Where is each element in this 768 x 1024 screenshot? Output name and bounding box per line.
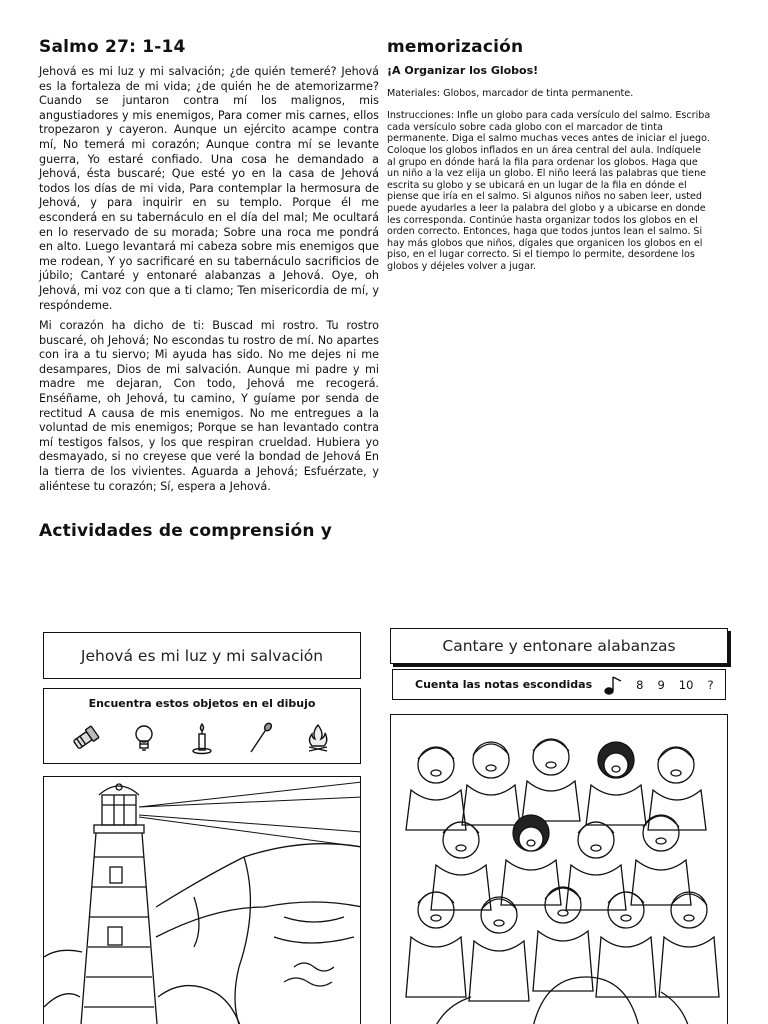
- light-activity-title: Jehová es mi luz y mi salvación: [80, 646, 324, 665]
- activity-subtitle: ¡A Organizar los Globos!: [387, 64, 539, 77]
- lightbulb-icon: [126, 720, 162, 756]
- find-objects-box: [43, 688, 361, 764]
- balloon-activity: [387, 65, 712, 284]
- psalm-text: [39, 65, 379, 500]
- psalm-title: Salmo 27: 1-14: [39, 37, 186, 57]
- psalm-paragraph-1: Jehová es mi luz y mi salvación; ¿de quién temeré? Jehová es la fortaleza de mi vida; ¿de quién he de atemorizarme? Cuando se juntaron contra mí los malignos, mis angustiadores y mis enemigos, Para comer mis carnes, ellos tropezaron y cayeron. Aunque un ejército acampe contra mí, No temerá mi corazón; Aunque contra mí se levante guerra, Yo estaré confiado. Una cosa he demandado a Jehová, ésta buscaré; Que esté yo en la casa de Jehová todos los días de mi vida, Para contemplar la hermosura de Jehová, y para inquirir en su templo. Porque él me esconderá en su tabernáculo en el día del mal; Me ocultará en lo reservado de su morada; Sobre una roca me pondrá en alto. Luego levantará mi cabeza sobre mis enemigos que me rodean, Y yo sacrificaré en su tabernáculo sacrificios de júbilo; Cantaré y entonaré alabanzas a Jehová. Oye, oh Jehová, mi voz con que a ti clamo; Ten misericordia de mí, y respóndeme.: [39, 65, 379, 312]
- candle-icon: [184, 720, 220, 756]
- count-notes-label: Cuenta las notas escondidas: [415, 678, 593, 691]
- note-option-10: 10: [678, 677, 694, 692]
- campfire-icon: [300, 720, 336, 756]
- lighthouse-picture: [43, 776, 361, 1024]
- note-count-options: [636, 678, 713, 692]
- materials-text: Materiales: Globos, marcador de tinta permanente.: [387, 87, 634, 99]
- praise-activity-title-box: [390, 628, 728, 664]
- light-activity-title-box: [43, 632, 361, 679]
- memorization-heading: memorización: [387, 37, 524, 57]
- instructions-text: Instrucciones: Infle un globo para cada versículo del salmo. Escriba cada versículo sobre cada globo con el marcador de tinta permanente. Diga el salmo muchas veces antes de iniciar el juego. Coloque los globos inflados en un área central del aula. Indíquele al grupo en dónde hará la fila para ordenar los globos. Haga que un niño a la vez elija un globo. El niño leerá las palabras que tiene escrita su globo y se ubicará en un lugar de la fila en dónde el piense que iría en el salmo. Si algunos niños no saben leer, usted puede ayudarles a leer la palabra del globo y a ubicarse en donde les corresponda. Continúe hasta organizar todos los globos en el orden correcto. Entonces, haga que todos juntos lean el salmo. Si hay más globos que niños, dígales que organicen los globos en el piso, en el lugar correcto. Si el tiempo lo permite, desordene los globos y déjeles volver a jugar.: [387, 110, 711, 272]
- choir-picture: [390, 714, 728, 1024]
- music-note-icon: [602, 674, 628, 696]
- lighthouse-drawing: [44, 777, 361, 1024]
- choir-drawing: [391, 715, 728, 1024]
- flashlight-icon: [68, 720, 104, 756]
- note-option-9: 9: [657, 677, 665, 692]
- note-option-question: ?: [707, 677, 714, 692]
- psalm-paragraph-2: Mi corazón ha dicho de ti: Buscad mi rostro. Tu rostro buscaré, oh Jehová; No escondas tu rostro de mí. No apartes con ira a tu siervo; Mi ayuda has sido. No me dejes ni me desampares, Dios de mi salvación. Aunque mi padre y mi madre me dejaran, Con todo, Jehová me recogerá. Enséñame, oh Jehová, tu camino, Y guíame por senda de rectitud A causa de mis enemigos. No me entregues a la voluntad de mis enemigos; Porque se han levantado contra mí testigos falsos, y los que respiran crueldad. Hubiera yo desmayado, si no creyese que veré la bondad de Jehová En la tierra de los vivientes. Aguarda a Jehová; Esfuérzate, y aliéntese tu corazón; Sí, espera a Jehová.: [39, 319, 379, 493]
- match-icon: [242, 720, 278, 756]
- count-notes-box: [392, 669, 726, 700]
- note-option-8: 8: [636, 677, 644, 692]
- praise-activity-title: Cantare y entonare alabanzas: [442, 637, 676, 655]
- find-objects-label: Encuentra estos objetos en el dibujo: [88, 697, 316, 710]
- objects-row: [44, 720, 360, 756]
- activities-heading: Actividades de comprensión y: [39, 521, 333, 541]
